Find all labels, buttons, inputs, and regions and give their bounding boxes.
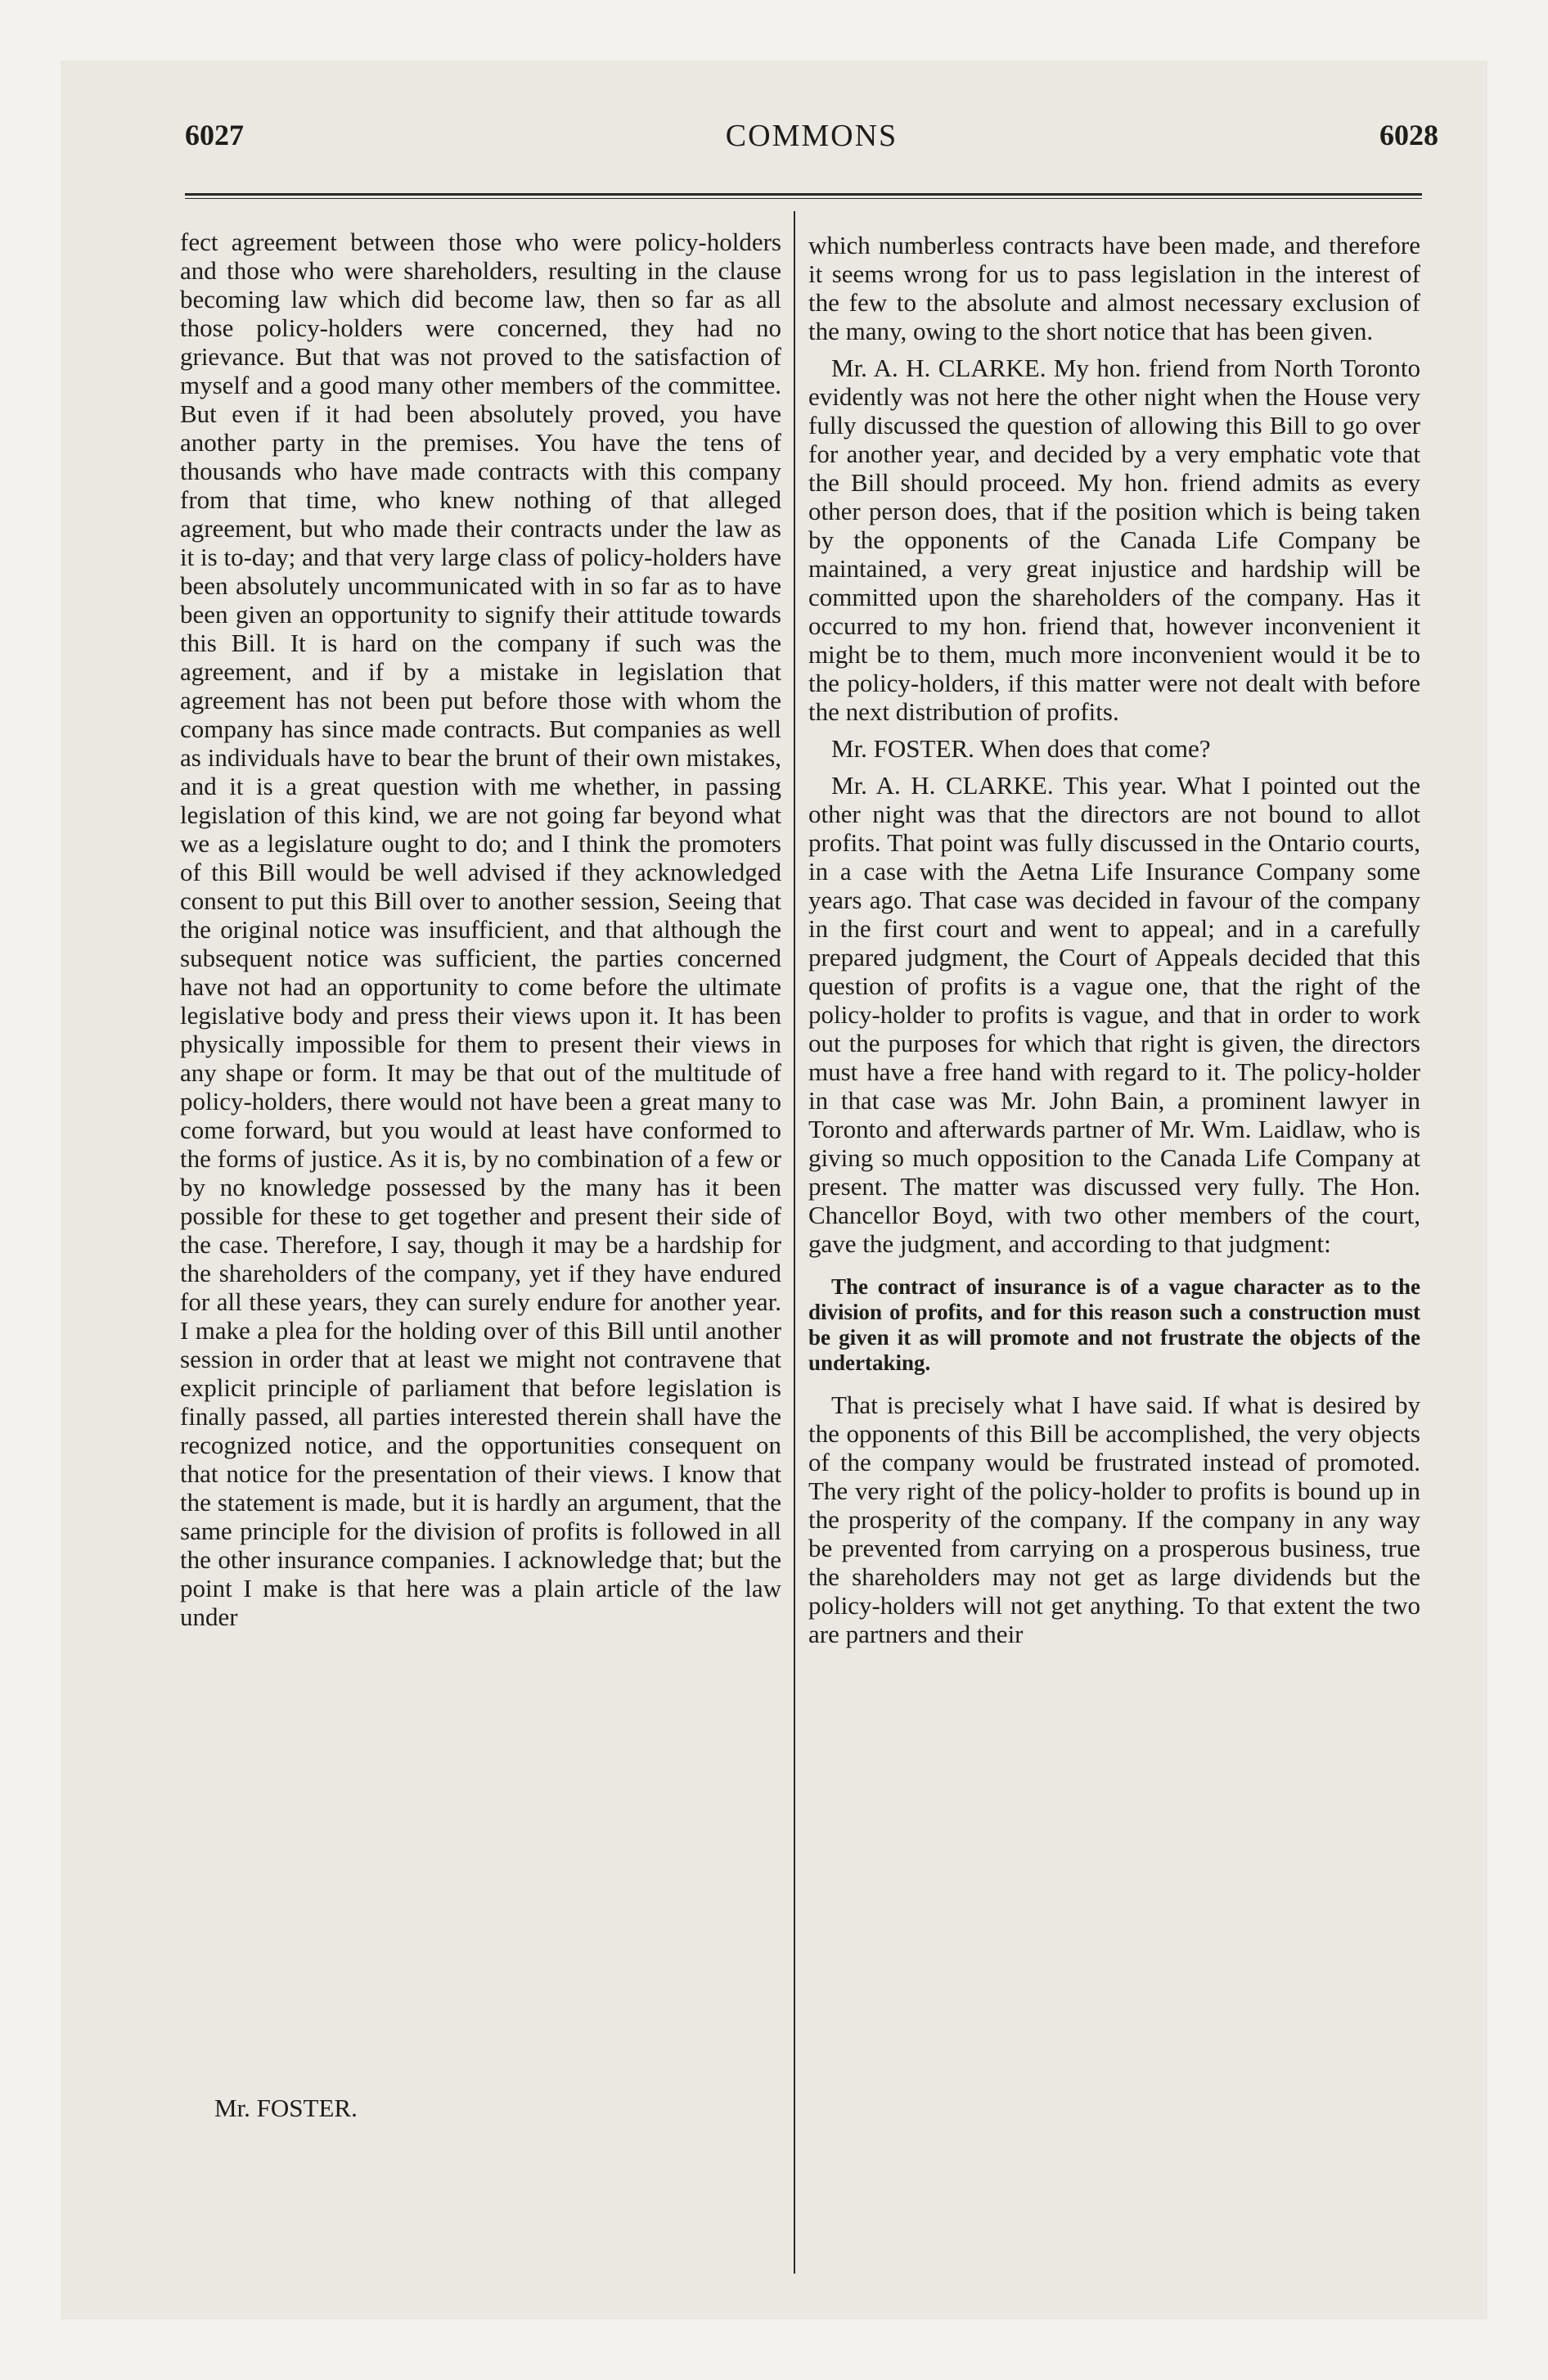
right-paragraph-4: Mr. A. H. CLARKE. This year. What I pointed out the other night was that the directors are not bound to allot profits. That point was fully discussed in the Ontario courts, in a case with the Aetna Life Insurance Company some years ago. That case was decided in favour of the company in the first court and went to appeal; and in a carefully prepared judgment, the Court of Appeals decided that this question of profits is a vague one, that the right of the policy-holder to profits is vague, and that in order to work out the purposes for which that right is given, the directors must have a free hand with regard to it. The policy-holder in that case was Mr. John Bain, a prominent lawyer in Toronto and afterwards partner of Mr. Wm. Laidlaw, who is giving so much opposition to the Canada Life Company at present. The matter was discussed very fully. The Hon. Chancellor Boyd, with two other members of the court, gave the judgment, and according to that judgment: — [808, 771, 1420, 1258]
page-header — [185, 110, 1438, 159]
right-paragraph-5: That is precisely what I have said. If what is desired by the opponents of this Bill be accomplished, the very objects of the company would be frustrated instead of promoted. The very right of the policy-holder to profits is bound up in the prosperity of the company. If the company in any way be prevented from carrying on a prosperous business, true the shareholders may not get as large dividends but the policy-holders will not get anything. To that extent the two are partners and their — [808, 1391, 1420, 1648]
right-paragraph-3: Mr. FOSTER. When does that come? — [831, 734, 1211, 763]
header-rule — [185, 193, 1422, 199]
left-column-paragraph: fect agreement between those who were policy-holders and those who were shareholders, resulting in the clause becoming law which did become law, then so far as all those policy-holders were concerned, they had no grievance. But that was not proved to the satisfaction of myself and a good many other members of the committee. But even if it had been absolutely proved, you have another party in the premises. You have the tens of thousands who have made contracts with this company from that time, who knew nothing of that alleged agreement, but who made their contracts under the law as it is to-day; and that very large class of policy-holders have been absolutely uncommunicated with in so far as to have been given an opportunity to signify their attitude towards this Bill. It is hard on the company if such was the agreement, and if by a mistake in legislation that agreement has not been put before those with whom the company has since made contracts. But companies as well as individuals have to bear the brunt of their own mistakes, and it is a great question with me whether, in passing legislation of this kind, we are not going far beyond what we as a legislature ought to do; and I think the promoters of this Bill would be well advised if they acknowledged consent to put this Bill over to another session, Seeing that the original notice was insufficient, and that although the subsequent notice was sufficient, the parties concerned have not had an opportunity to come before the ultimate legislative body and press their views upon it. It has been physically impossible for them to present their views in any shape or form. It may be that out of the multitude of policy-holders, there would not have been a great many to come forward, but you would at least have conformed to the forms of justice. As it is, by no combination of a few or by no knowledge possessed by the many has it been possible for these to get together and present their side of the case. Therefore, I say, though it may be a hardship for the shareholders of the company, yet if they have endured for all these years, they can surely endure for another year. I make a plea for the holding over of this Bill until another session in order that at least we might not contravene that explicit principle of parliament that before legislation is finally passed, all parties interested therein shall have the recognized notice, and the opportunities consequent on that notice for the presentation of their views. I know that the statement is made, but it is hardly an argument, that the same principle for the division of profits is followed in all the other insurance companies. I acknowledge that; but the point I make is that here was a plain article of the law under — [180, 228, 781, 1631]
right-paragraph-2: Mr. A. H. CLARKE. My hon. friend from North Toronto evidently was not here the other night when the House very fully discussed the question of allowing this Bill to go over for another year, and decided by a very emphatic vote that the Bill should proceed. My hon. friend admits as every other person does, that if the position which is being taken by the opponents of the Canada Life Company be maintained, a very great injustice and hardship will be committed upon the shareholders of the company. Has it occurred to my hon. friend that, however inconvenient it might be to them, much more inconvenient would it be to the policy-holders, if this matter were not dealt with before the next distribution of profits. — [808, 354, 1420, 726]
page-number-left: 6027 — [185, 119, 244, 151]
column-divider — [794, 211, 795, 2274]
right-column — [808, 231, 1420, 1648]
footer-speaker: Mr. FOSTER. — [214, 2094, 358, 2122]
left-column — [180, 228, 781, 1631]
right-paragraph-1: which numberless contracts have been made, and therefore it seems wrong for us to pass legislation in the interest of the few to the absolute and almost necessary exclusion of the many, owing to the short notice that has been given. — [808, 231, 1420, 345]
judgment-quote: The contract of insurance is of a vague character as to the division of profits, and for this reason such a construction must be given it as will promote and not frustrate the objects of the undertaking. — [808, 1274, 1420, 1375]
running-title: COMMONS — [725, 119, 898, 153]
page-number-right: 6028 — [1379, 119, 1438, 151]
